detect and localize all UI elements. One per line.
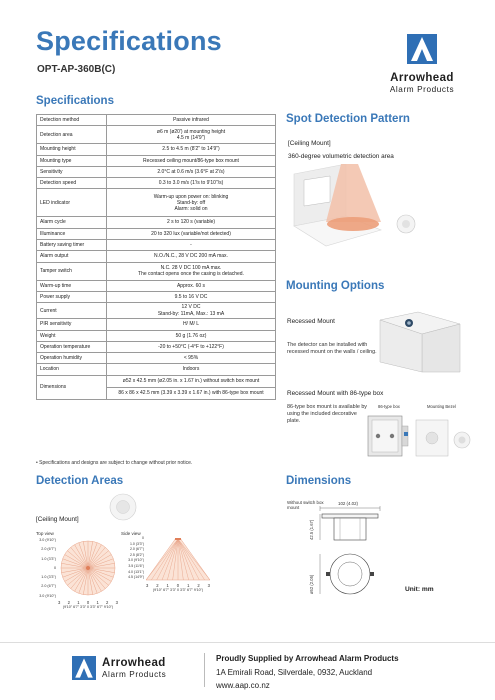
spec-value: Warm-up upon power on: blinking Stand-by: off Alarm: solid on [107,189,276,217]
spec-label: Detection method [37,115,107,126]
axis-tick-label: 1 [166,583,169,588]
spec-row [37,375,276,387]
spec-row [37,155,276,166]
spec-label: Mounting height [37,144,107,155]
dimensions-heading: Dimensions [286,475,352,487]
footer-brand-logo [72,656,182,682]
spec-row [37,341,276,352]
dimension-unit: Unit: mm [405,586,434,593]
spec-value: N.C. 28 V DC 100 mA max. The contact opens once the casing is detached. [107,262,276,280]
spec-row [37,262,276,280]
spec-row [37,280,276,291]
spec-row [37,319,276,330]
axis-tick-label: 2 [67,600,70,605]
footer-arrowhead-logo-icon [72,656,96,680]
spec-value: -20 to +50°C (-4°F to +122°F) [107,341,276,352]
axis-tick-label: 2.0 (6'7") [41,584,56,589]
axis-tick-label: 2.5 (8'2") [130,552,144,557]
axis-tick-label: 4.0 (13'1") [128,569,144,574]
spec-value: 0.3 to 3.0 m/s (1'/s to 9'10"/s) [107,178,276,189]
brand-name: Arrowhead [390,72,454,84]
spec-label: Location [37,364,107,375]
axis-tick-label: 3.5 (11'6") [128,563,144,568]
axis-tick-label: 3 [115,600,118,605]
spec-row [37,178,276,189]
spec-label: Alarm output [37,251,107,262]
spec-row [37,330,276,341]
axis-tick-label: 2.0 (6'7") [130,547,144,552]
spec-row [37,251,276,262]
footer-supplied-by: Proudly Supplied by Arrowhead Alarm Products [216,654,399,663]
spec-row [37,126,276,144]
spec-value: 20 to 320 lux (variable/not detected) [107,228,276,239]
spec-label: Tamper switch [37,262,107,280]
axis-tick-label: 2 [156,583,159,588]
recessed-mount-title: Recessed Mount [287,318,335,325]
spec-value: 2.0°C at 0.6 m/s (3.6°F at 2'/s) [107,166,276,177]
recessed-mount-desc: The detector can be installed with recessed mount on the walls / ceiling. [287,342,377,355]
side-view-x-axis [146,583,210,592]
footer-brand-subtitle: Alarm Products [102,670,167,679]
spec-label: LED indicator [37,189,107,217]
spec-row [37,217,276,228]
spec-row [37,364,276,375]
brand-logo [372,34,472,95]
side-view-label: Side view [121,531,141,536]
spot-detection-heading: Spot Detection Pattern [286,113,410,125]
spec-row [37,353,276,364]
spec-value: - [107,240,276,251]
axis-tick-label: 2 [106,600,109,605]
spec-label: Mounting type [37,155,107,166]
spec-row [37,166,276,177]
footer-brand-name: Arrowhead [102,657,166,669]
spec-row [37,303,276,319]
dimension-diameter: ø52 (2.05) [309,574,314,594]
axis-tick-label: 1 [77,600,80,605]
axis-tick-label: 0 [86,600,90,605]
spec-value: Approx. 60 s [107,280,276,291]
spec-label: Weight [37,330,107,341]
axis-tick-label: 1 [187,583,190,588]
axis-tick-label: 2.0 (6'7") [41,547,56,552]
footer-divider-line [0,642,495,643]
dimension-height: 42.5 (1.67) [309,519,314,540]
axis-tick-label: 2 [197,583,200,588]
spec-value: Recessed ceiling mount/86-type box mount [107,155,276,166]
spec-label: Dimensions [37,375,107,399]
spot-desc: 360-degree volumetric detection area [288,153,394,160]
side-view-x-feet: (9'10" 6'7" 3'3" 0 3'3" 6'7" 9'10") [152,588,204,592]
spec-value: 2.5 to 4.5 m (8'2" to 14'9") [107,144,276,155]
spec-value: H/ M/ L [107,319,276,330]
spec-value: 12 V DC Stand-by: 11mA, Max.: 13 mA [107,303,276,319]
box-mount-desc: 86-type box mount is available by using the included decorative plate. [287,404,368,424]
spec-value: N.O./N.C., 28 V DC 200 mA max. [107,251,276,262]
spec-label: Sensitivity [37,166,107,177]
top-view-label: Top view [36,531,54,536]
spec-value: < 95% [107,353,276,364]
axis-tick-label: 3 [207,583,210,588]
spec-label: PIR sensitivity [37,319,107,330]
box-mount-title: Recessed Mount with 86-type box [287,390,384,397]
axis-tick-label: 3 [146,583,149,588]
spec-label: Detection speed [37,178,107,189]
spec-row [37,115,276,126]
axis-tick-label: 3.0 (9'10") [39,538,56,542]
spec-table [36,114,276,400]
footnote: • Specifications and designs are subject to change without prior notice. [36,460,193,466]
spec-label: Battery saving timer [37,240,107,251]
spec-value: 2 s to 120 s (variable) [107,217,276,228]
spec-value: 9.5 to 16 V DC [107,291,276,302]
footer-vertical-divider [204,653,205,687]
spec-label: Operation humidity [37,353,107,364]
spec-label: Illuminance [37,228,107,239]
dimension-width: 102 (4.02) [338,501,359,506]
spec-value: ø52 x 42.5 mm (ø2.05 in. x 1.67 in.) without switch box mount [107,375,276,387]
top-view-pattern [58,538,118,598]
specifications-heading: Specifications [36,95,114,107]
top-view-x-feet: (9'10" 6'7" 3'3" 0 3'3" 6'7" 9'10") [62,605,114,609]
axis-tick-label: 1 [96,600,99,605]
top-view-x-axis [58,600,118,609]
label-mounting-bezel: Mounting Bezel [427,404,456,409]
spec-label: Operation temperature [37,341,107,352]
spec-label: Detection area [37,126,107,144]
side-view-y-axis [122,536,144,581]
spec-value: Indoors [107,364,276,375]
page-title: Specifications [36,26,222,56]
spot-detection-illustration [286,164,466,264]
spot-mount-label: [Ceiling Mount] [288,140,331,147]
axis-tick-label: 3 [58,600,61,605]
axis-tick-label: 0 [53,565,56,570]
spec-value: Passive infrared [107,115,276,126]
axis-tick-label: 4.5 (14'9") [128,575,144,580]
spec-row [37,144,276,155]
axis-tick-label: 3.0 (9'10") [39,593,56,598]
detection-mount-label: [Ceiling Mount] [36,516,79,523]
spec-row [37,291,276,302]
footer-website[interactable]: www.aap.co.nz [216,681,270,690]
spec-value: 86 x 86 x 42.5 mm (3.39 x 3.39 x 1.67 in.) with 86-type box mount [107,387,276,399]
detector-photo-icon [108,492,138,522]
spec-label: Alarm cycle [37,217,107,228]
mounting-options-heading: Mounting Options [286,280,385,292]
axis-tick-label: 1.0 (3'3") [41,575,56,580]
recessed-mount-illustration [378,310,462,374]
dimensions-drawing [300,506,400,602]
footer-address: 1A Emirali Road, Silverdale, 0932, Auckland [216,668,373,677]
side-view-pattern [146,538,210,582]
spec-label: Current [37,303,107,319]
dimensions-without-label: Without switch box mount [287,500,324,511]
spec-row [37,189,276,217]
arrowhead-logo-icon [407,34,437,64]
spec-value: ø6 m (ø20') at mounting height 4.5 m (14'9") [107,126,276,144]
axis-tick-label: 0 [176,583,180,588]
spec-label: Warm-up time [37,280,107,291]
axis-tick-label: 3.0 (9'10") [128,558,144,563]
axis-tick-label: 1.0 (3'3") [130,541,144,546]
axis-tick-label: 0 [142,536,144,540]
detection-areas-heading: Detection Areas [36,475,124,487]
spec-label: Power supply [37,291,107,302]
axis-tick-label: 1.0 (3'3") [41,556,56,561]
brand-subtitle: Alarm Products [389,85,455,94]
spec-row [37,228,276,239]
label-86-box: 86-type box [378,404,400,409]
spec-value: 50 g (1.76 oz) [107,330,276,341]
spec-row [37,240,276,251]
model-number: OPT-AP-360B(C) [37,64,116,75]
box-mount-illustration [366,410,476,464]
top-view-y-axis [32,536,56,601]
